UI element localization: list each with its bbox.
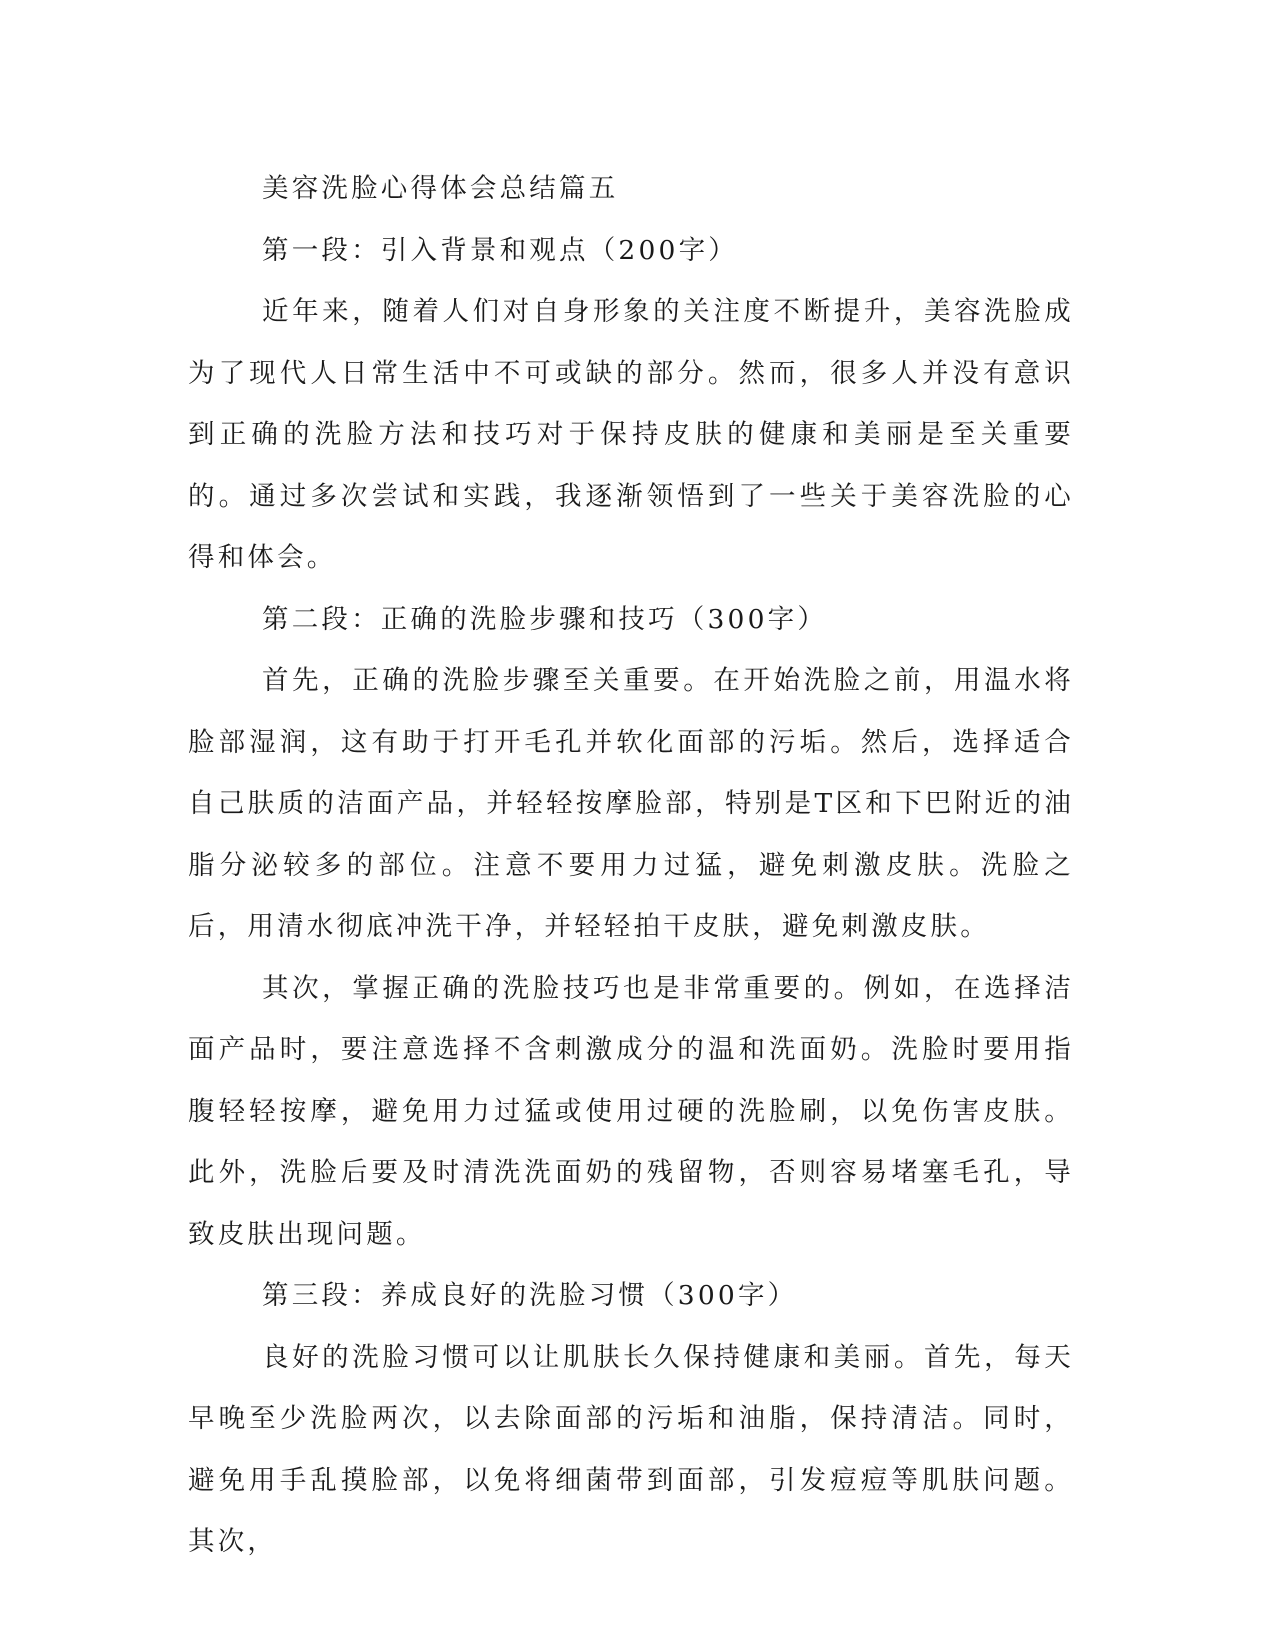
body-paragraph: 首先，正确的洗脸步骤至关重要。在开始洗脸之前，用温水将脸部湿润，这有助于打开毛孔并软化面部的污垢。然后，选择适合自己肤质的洁面产品，并轻轻按摩脸部，特别是T区和下巴附近的油脂分泌较多的部位。注意不要用力过猛，避免刺激皮肤。洗脸之后，用清水彻底冲洗干净，并轻轻拍干皮肤，避免刺激皮肤。 (188, 665, 1074, 942)
section-heading: 第一段：引入背景和观点（200字） (262, 234, 738, 266)
body-paragraph: 近年来，随着人们对自身形象的关注度不断提升，美容洗脸成为了现代人日常生活中不可或缺的部分。然而，很多人并没有意识到正确的洗脸方法和技巧对于保持皮肤的健康和美丽是至关重要的。通过多次尝试和实践，我逐渐领悟到了一些关于美容洗脸的心得和体会。 (188, 296, 1074, 573)
section-heading: 第二段：正确的洗脸步骤和技巧（300字） (262, 603, 828, 635)
document-title: 美容洗脸心得体会总结篇五 (262, 173, 619, 204)
body-paragraph: 其次，掌握正确的洗脸技巧也是非常重要的。例如，在选择洁面产品时，要注意选择不含刺激成分的温和洗面奶。洗脸时要用指腹轻轻按摩，避免用力过猛或使用过硬的洗脸刷，以免伤害皮肤。此外，洗脸后要及时清洗洗面奶的残留物，否则容易堵塞毛孔，导致皮肤出现问题。 (188, 972, 1074, 1250)
document-body (188, 158, 1074, 1573)
section-heading: 第三段：养成良好的洗脸习惯（300字） (262, 1280, 798, 1311)
body-paragraph: 良好的洗脸习惯可以让肌肤长久保持健康和美丽。首先，每天早晚至少洗脸两次，以去除面部的污垢和油脂，保持清洁。同时，避免用手乱摸脸部，以免将细菌带到面部，引发痘痘等肌肤问题。其次， (188, 1341, 1074, 1557)
